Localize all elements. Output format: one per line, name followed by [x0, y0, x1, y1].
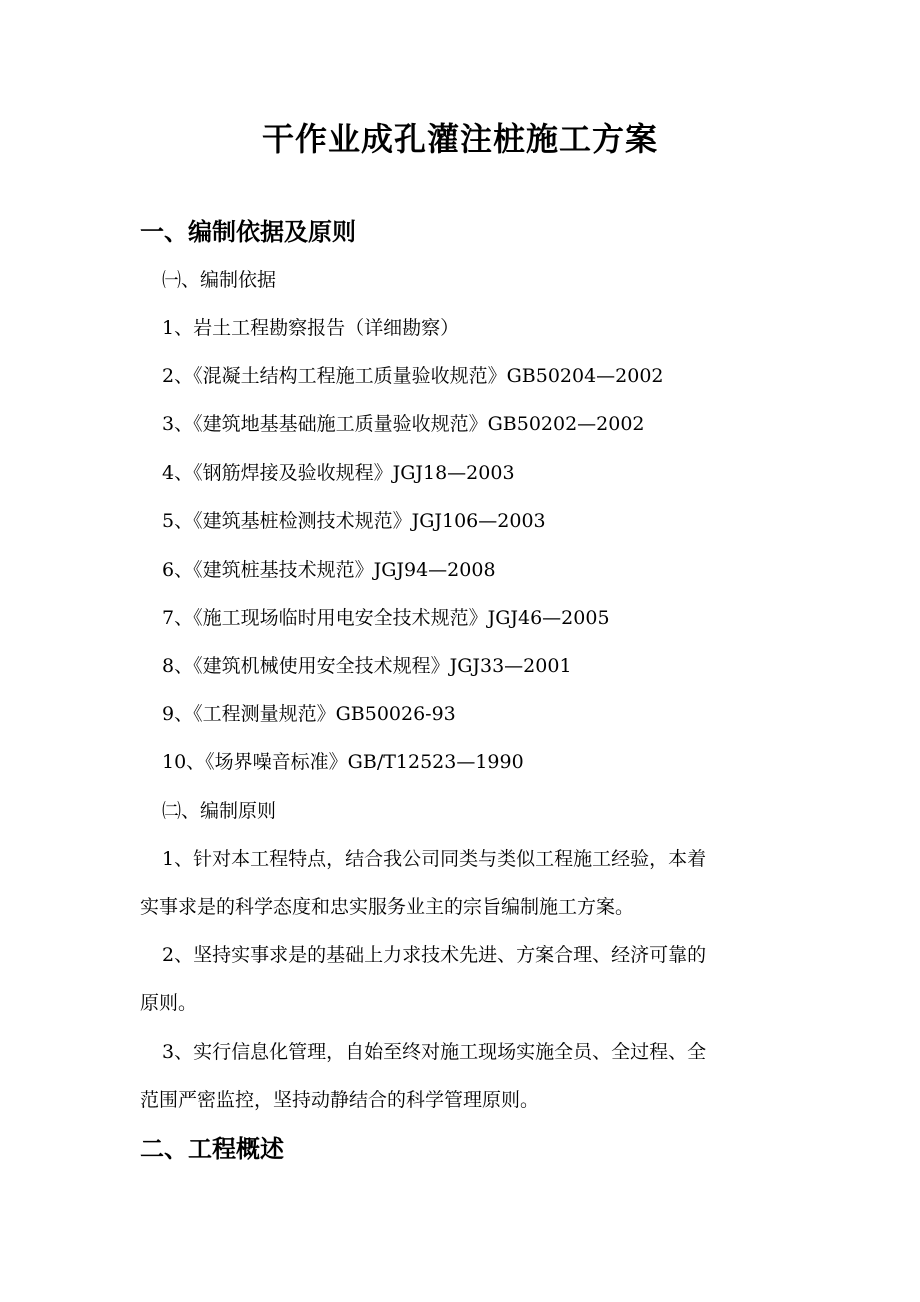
principle-line: 实事求是的科学态度和忠实服务业主的宗旨编制施工方案。	[140, 896, 635, 918]
basis-item: 5、《建筑基桩检测技术规范》JGJ106—2003	[162, 510, 546, 532]
basis-item: 3、《建筑地基基础施工质量验收规范》GB50202—2002	[162, 413, 645, 435]
basis-item: 7、《施工现场临时用电安全技术规范》JGJ46—2005	[162, 607, 610, 629]
subsection-label-principles: ㈡、编制原则	[162, 800, 277, 822]
principle-line: 1、针对本工程特点，结合我公司同类与类似工程施工经验，本着	[162, 848, 707, 870]
basis-item: 9、《工程测量规范》GB50026-93	[162, 703, 456, 725]
basis-item: 8、《建筑机械使用安全技术规程》JGJ33—2001	[162, 655, 572, 677]
principle-line: 原则。	[140, 992, 198, 1014]
section-heading-1: 一、编制依据及原则	[140, 218, 356, 246]
principle-line: 范围严密监控，坚持动静结合的科学管理原则。	[140, 1089, 540, 1111]
section-heading-2: 二、工程概述	[140, 1135, 284, 1163]
basis-item: 1、岩土工程勘察报告（详细勘察）	[162, 317, 460, 339]
subsection-label-basis: ㈠、编制依据	[162, 269, 277, 291]
basis-item: 4、《钢筋焊接及验收规程》JGJ18—2003	[162, 462, 515, 484]
principle-line: 2、坚持实事求是的基础上力求技术先进、方案合理、经济可靠的	[162, 944, 707, 966]
basis-item: 2、《混凝土结构工程施工质量验收规范》GB50204—2002	[162, 365, 664, 387]
basis-item: 6、《建筑桩基技术规范》JGJ94—2008	[162, 559, 496, 581]
principle-line: 3、实行信息化管理，自始至终对施工现场实施全员、全过程、全	[162, 1041, 707, 1063]
basis-item: 10、《场界噪音标准》GB/T12523—1990	[162, 751, 524, 773]
document-title: 干作业成孔灌注桩施工方案	[261, 120, 658, 158]
